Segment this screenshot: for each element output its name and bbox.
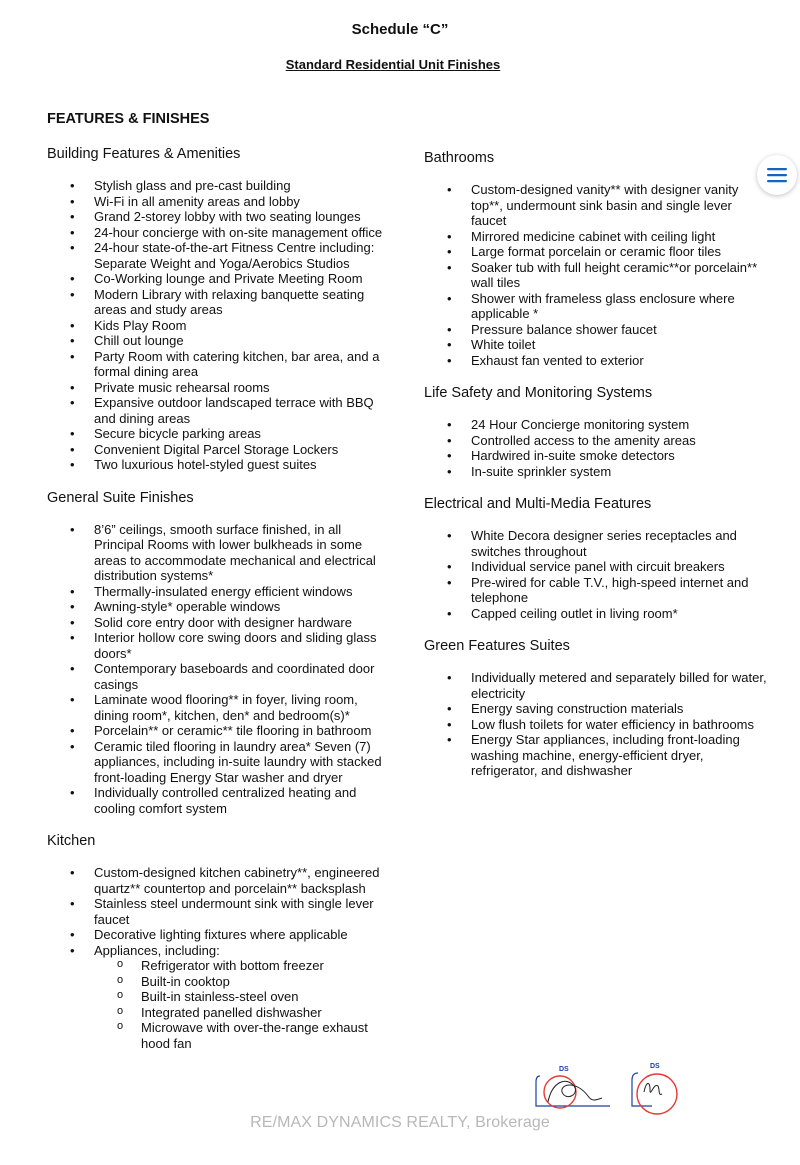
list-item: • Porcelain** or ceramic** tile flooring in bathroom [47, 723, 392, 739]
list-item: • Mirrored medicine cabinet with ceiling light [424, 229, 769, 245]
list-item: • Controlled access to the amenity areas [424, 433, 769, 449]
list-item: • Convenient Digital Parcel Storage Lockers [47, 442, 392, 458]
list-item: • Co-Working lounge and Private Meeting Room [47, 271, 392, 287]
signature-ds-tag: DS [559, 1066, 569, 1073]
list-item: • 24 Hour Concierge monitoring system [424, 417, 769, 433]
list-item: • Custom-designed vanity** with designer vanity top**, undermount sink basin and single lever faucet [424, 182, 769, 229]
suite-heading: General Suite Finishes [47, 489, 194, 506]
electrical-list [424, 528, 769, 621]
list-item: • Thermally-insulated energy efficient windows [47, 584, 392, 600]
sublist-item: o Built-in stainless-steel oven [94, 989, 392, 1005]
docusign-signature-1 [532, 1062, 612, 1114]
sublist-item: o Refrigerator with bottom freezer [94, 958, 392, 974]
list-item: • Wi-Fi in all amenity areas and lobby [47, 194, 392, 210]
features-finishes-heading: FEATURES & FINISHES [47, 111, 210, 127]
appliance-sublist [94, 958, 392, 1051]
list-item: • Energy saving construction materials [424, 701, 769, 717]
appliances-label: Appliances, including: [94, 942, 220, 958]
list-item: • Individual service panel with circuit breakers [424, 559, 769, 575]
menu-icon [767, 167, 787, 183]
suite-list [47, 522, 392, 817]
docusign-signature-2 [628, 1058, 686, 1118]
kitchen-list [47, 865, 392, 1051]
sublist-item: o Integrated panelled dishwasher [94, 1005, 392, 1021]
building-list [47, 178, 392, 473]
list-item: • Contemporary baseboards and coordinated door casings [47, 661, 392, 692]
sublist-item: o Microwave with over-the-range exhaust hood fan [94, 1020, 392, 1051]
list-item: • Two luxurious hotel-styled guest suites [47, 457, 392, 473]
list-item: • Laminate wood flooring** in foyer, living room, dining room*, kitchen, den* and bedroom(s)* [47, 692, 392, 723]
list-item: • White Decora designer series receptacles and switches throughout [424, 528, 769, 559]
list-item: • Ceramic tiled flooring in laundry area* Seven (7) appliances, including in-suite laundry with stacked front-loading Energy Star washer and dryer [47, 739, 392, 786]
green-list [424, 670, 769, 779]
list-item: • Modern Library with relaxing banquette seating areas and study areas [47, 287, 392, 318]
list-item: • Secure bicycle parking areas [47, 426, 392, 442]
list-item: • Solid core entry door with designer hardware [47, 615, 392, 631]
list-item: • Energy Star appliances, including front-loading washing machine, energy-efficient dryer, refrigerator, and dishwasher [424, 732, 769, 779]
list-item: • White toilet [424, 337, 769, 353]
electrical-heading: Electrical and Multi-Media Features [424, 496, 652, 512]
list-item: • Low flush toilets for water efficiency in bathrooms [424, 717, 769, 733]
list-item: • Custom-designed kitchen cabinetry**, engineered quartz** countertop and porcelain** backsplash [47, 865, 392, 896]
list-item: • Hardwired in-suite smoke detectors [424, 448, 769, 464]
green-heading: Green Features Suites [424, 638, 570, 654]
list-item: • Party Room with catering kitchen, bar area, and a formal dining area [47, 349, 392, 380]
list-item: • Pressure balance shower faucet [424, 322, 769, 338]
list-item: • Pre-wired for cable T.V., high-speed internet and telephone [424, 575, 769, 606]
list-item: • Decorative lighting fixtures where applicable [47, 927, 392, 943]
menu-button[interactable] [757, 155, 797, 195]
brokerage-watermark: RE/MAX DYNAMICS REALTY, Brokerage [240, 1113, 560, 1133]
list-item: • Shower with frameless glass enclosure where applicable * [424, 291, 769, 322]
list-item: • Soaker tub with full height ceramic**or porcelain** wall tiles [424, 260, 769, 291]
list-item: • Kids Play Room [47, 318, 392, 334]
left-column [47, 145, 392, 1067]
list-item: • Individually metered and separately billed for water, electricity [424, 670, 769, 701]
safety-list [424, 417, 769, 479]
sublist-item: o Built-in cooktop [94, 974, 392, 990]
list-item: • 24-hour concierge with on-site management office [47, 225, 392, 241]
list-item: • Chill out lounge [47, 333, 392, 349]
list-item: • Stylish glass and pre-cast building [47, 178, 392, 194]
list-item: • Large format porcelain or ceramic floor tiles [424, 244, 769, 260]
building-heading: Building Features & Amenities [47, 146, 241, 162]
bathrooms-list [424, 182, 769, 368]
page-title: Schedule “C” [351, 21, 449, 38]
right-column [424, 149, 769, 795]
list-item: • Grand 2-storey lobby with two seating lounges [47, 209, 392, 225]
page-subtitle: Standard Residential Unit Finishes [285, 57, 501, 72]
list-item: • Interior hollow core swing doors and sliding glass doors* [47, 630, 392, 661]
list-item [47, 943, 392, 1052]
list-item: • 8’6” ceilings, smooth surface finished, in all Principal Rooms with lower bulkheads in some areas to accommodate mechanical and electrical distribution systems* [47, 522, 392, 584]
kitchen-heading: Kitchen [47, 833, 96, 849]
list-item: • Exhaust fan vented to exterior [424, 353, 769, 369]
safety-heading: Life Safety and Monitoring Systems [424, 385, 653, 401]
list-item: • Awning-style* operable windows [47, 599, 392, 615]
list-item: • Stainless steel undermount sink with single lever faucet [47, 896, 392, 927]
list-item: • Capped ceiling outlet in living room* [424, 606, 769, 622]
list-item: • Expansive outdoor landscaped terrace with BBQ and dining areas [47, 395, 392, 426]
list-item: • Private music rehearsal rooms [47, 380, 392, 396]
signature-ds-tag: DS [650, 1063, 660, 1070]
list-item: • Individually controlled centralized heating and cooling comfort system [47, 785, 392, 816]
list-item: • In-suite sprinkler system [424, 464, 769, 480]
list-item: • 24-hour state-of-the-art Fitness Centre including: Separate Weight and Yoga/Aerobics Studios [47, 240, 392, 271]
bathrooms-heading: Bathrooms [424, 150, 495, 166]
